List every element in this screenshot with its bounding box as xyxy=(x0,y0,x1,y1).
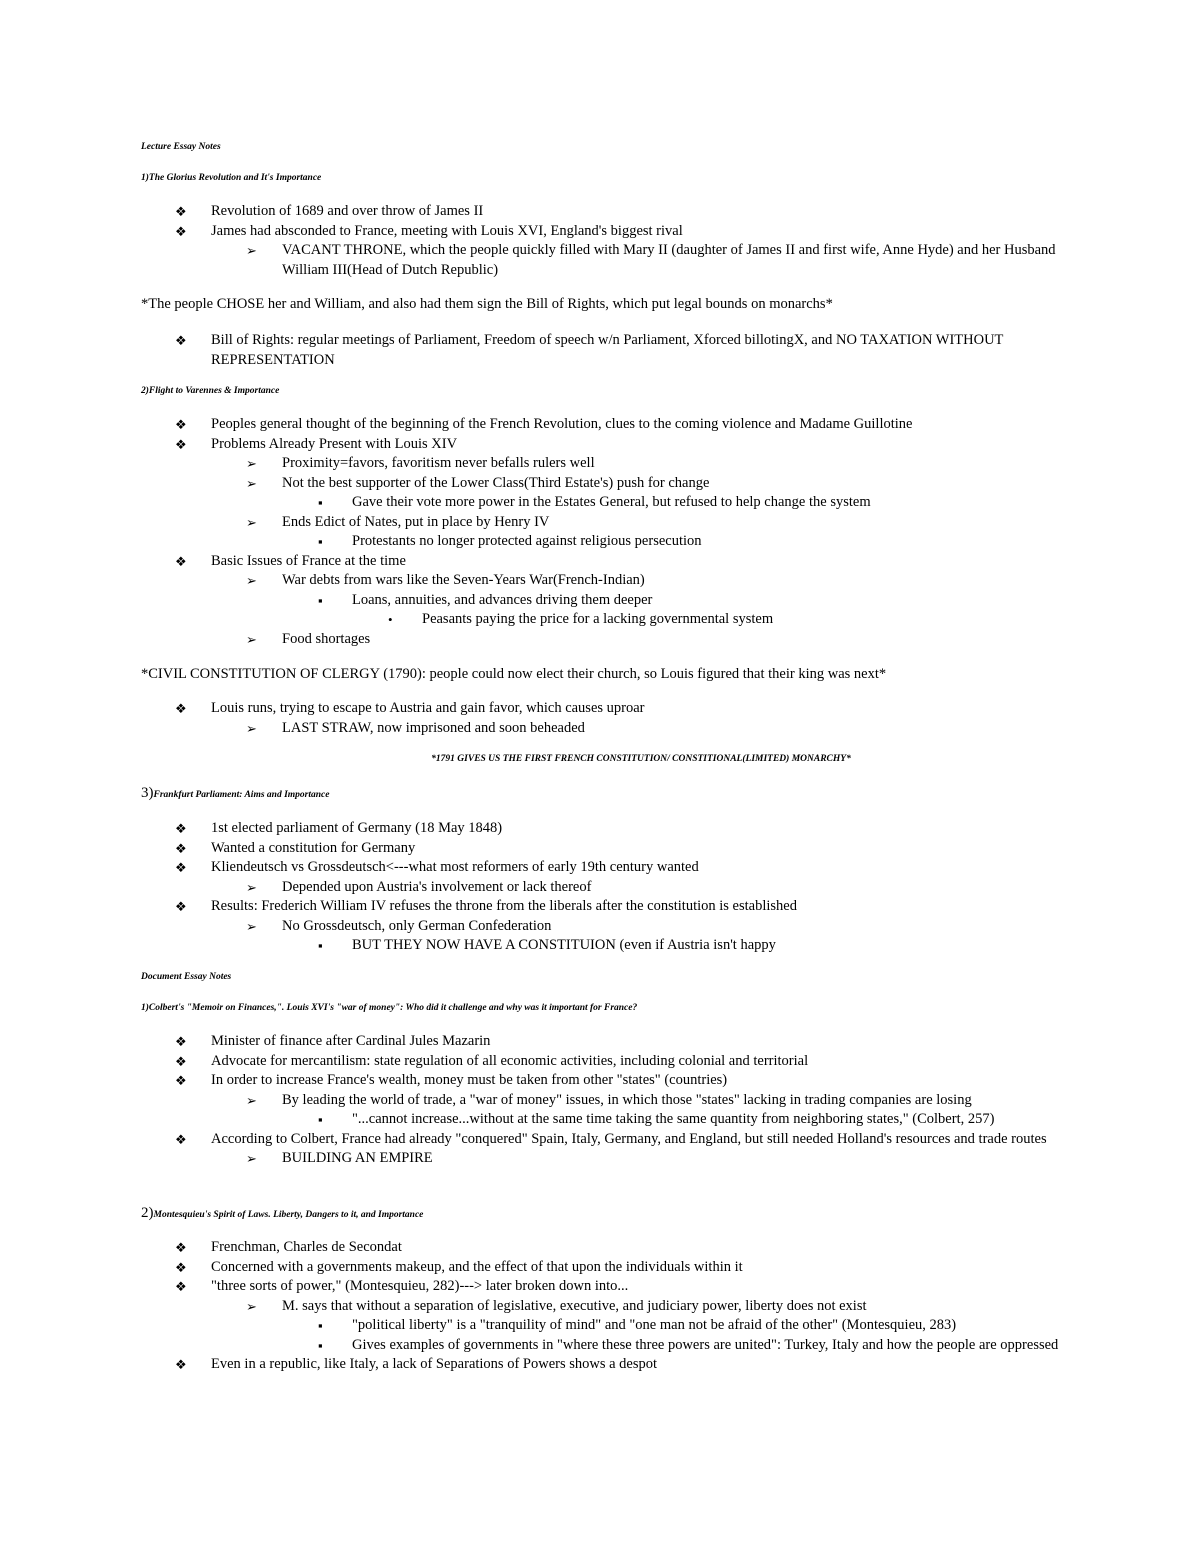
list-item: ▪ Gives examples of governments in "where these three powers are united": Turkey, Italy and how the people are oppressed xyxy=(0,1336,1065,1356)
section-1-heading: 1)The Glorius Revolution and It's Importance xyxy=(141,173,322,183)
list-item: ▪ Protestants no longer protected against religious persecution xyxy=(0,532,1065,552)
diamond-bullet-icon: ❖ xyxy=(175,204,187,219)
list-item: ❖ 1st elected parliament of Germany (18 May 1848) xyxy=(0,819,1065,839)
list-item: ❖ Frenchman, Charles de Secondat xyxy=(0,1238,1065,1258)
diamond-bullet-icon: ❖ xyxy=(175,1357,187,1372)
diamond-bullet-icon: ❖ xyxy=(175,1053,187,1069)
section-1-note: *The people CHOSE her and William, and also had them sign the Bill of Rights, which put legal bounds on monarchs* xyxy=(141,296,833,312)
list-item: ➢ Ends Edict of Nates, put in place by Henry IV xyxy=(0,513,1065,533)
arrow-bullet-icon: ➢ xyxy=(246,1151,257,1166)
list-item: ❖ Results: Frederich William IV refuses the throne from the liberals after the constitution is established xyxy=(0,897,1065,917)
diamond-bullet-icon: ❖ xyxy=(175,1240,187,1255)
diamond-bullet-icon: ❖ xyxy=(175,1131,187,1147)
diamond-bullet-icon: ❖ xyxy=(175,1279,187,1294)
section-3-list xyxy=(0,819,1065,956)
diamond-bullet-icon: ❖ xyxy=(175,333,187,348)
list-item: ➢ Proximity=favors, favoritism never befalls rulers well xyxy=(0,454,1065,474)
square-bullet-icon: ▪ xyxy=(318,1318,323,1333)
diamond-bullet-icon: ❖ xyxy=(175,223,187,239)
list-item: ▪ "...cannot increase...without at the same time taking the same quantity from neighboring states," (Colbert, 257) xyxy=(0,1110,1065,1130)
arrow-bullet-icon: ➢ xyxy=(246,1298,257,1314)
diamond-bullet-icon: ❖ xyxy=(175,1073,187,1088)
section-2-center-note: *1791 GIVES US THE FIRST FRENCH CONSTITUTION/ CONSTITIONAL(LIMITED) MONARCHY* xyxy=(431,754,851,764)
doc-section-2-heading: 2)Montesquieu's Spirit of Laws. Liberty, Dangers to it, and Importance xyxy=(141,1205,424,1221)
square-bullet-icon: ▪ xyxy=(318,592,323,608)
list-item: ❖ Even in a republic, like Italy, a lack of Separations of Powers shows a despot xyxy=(0,1355,1065,1375)
list-item: ▪ Gave their vote more power in the Estates General, but refused to help change the system xyxy=(0,493,1065,513)
list-item: ➢ War debts from wars like the Seven-Years War(French-Indian) xyxy=(0,571,1065,591)
document-title: Document Essay Notes xyxy=(141,972,232,982)
list-item: ❖ James had absconded to France, meeting with Louis XVI, England's biggest rival xyxy=(0,222,1065,242)
doc-section-2-list xyxy=(0,1238,1065,1375)
list-item: ➢ LAST STRAW, now imprisoned and soon beheaded xyxy=(0,719,1065,739)
list-item: ❖ According to Colbert, France had already "conquered" Spain, Italy, Germany, and England, but still needed Holland's resources and trade routes xyxy=(0,1130,1065,1150)
diamond-bullet-icon: ❖ xyxy=(175,417,187,432)
square-bullet-icon: ▪ xyxy=(318,534,323,549)
diamond-bullet-icon: ❖ xyxy=(175,436,187,452)
dot-bullet-icon: • xyxy=(388,612,393,627)
list-item: ➢ Not the best supporter of the Lower Class(Third Estate's) push for change xyxy=(0,474,1065,494)
list-item: ❖ Peoples general thought of the beginning of the French Revolution, clues to the coming violence and Madame Guillotine xyxy=(0,415,1065,435)
doc-section-1-list xyxy=(0,1032,1065,1169)
lecture-title: Lecture Essay Notes xyxy=(141,142,221,152)
diamond-bullet-icon: ❖ xyxy=(175,840,187,856)
list-item: ➢ By leading the world of trade, a "war of money" issues, in which those "states" lacking in trading companies are losing xyxy=(0,1091,1065,1111)
list-item: • Peasants paying the price for a lacking governmental system xyxy=(0,610,1065,630)
section-1-list-2 xyxy=(0,331,1065,370)
list-item: ❖ Bill of Rights: regular meetings of Parliament, Freedom of speech w/n Parliament, Xforced billotingX, and NO TAXATION WITHOUT REPRESENTATION xyxy=(175,332,1004,368)
arrow-bullet-icon: ➢ xyxy=(246,243,257,258)
list-item: ❖ "three sorts of power," (Montesquieu, 282)---> later broken down into... xyxy=(0,1277,1065,1297)
list-item: ➢ M. says that without a separation of legislative, executive, and judiciary power, liberty does not exist xyxy=(0,1297,1065,1317)
arrow-bullet-icon: ➢ xyxy=(246,879,257,895)
list-item: ➢ VACANT THRONE, which the people quickly filled with Mary II (daughter of James II and first wife, Anne Hyde) and her Husband William III(Head of Dutch Republic) xyxy=(246,242,1056,278)
diamond-bullet-icon: ❖ xyxy=(175,821,187,836)
section-3-heading: 3)Frankfurt Parliament: Aims and Importance xyxy=(141,785,330,801)
list-item: ➢ No Grossdeutsch, only German Confederation xyxy=(0,917,1065,937)
list-item: ❖ Kliendeutsch vs Grossdeutsch<---what most reformers of early 19th century wanted xyxy=(0,858,1065,878)
diamond-bullet-icon: ❖ xyxy=(175,553,187,569)
doc-section-1-heading: 1)Colbert's "Memoir on Finances,". Louis XVI's "war of money": Who did it challenge and why was it important for France? xyxy=(141,1003,638,1013)
diamond-bullet-icon: ❖ xyxy=(175,701,187,716)
arrow-bullet-icon: ➢ xyxy=(246,918,257,934)
list-item: ▪ BUT THEY NOW HAVE A CONSTITUION (even if Austria isn't happy xyxy=(0,936,1065,956)
section-2-note: *CIVIL CONSTITUTION OF CLERGY (1790): people could now elect their church, so Louis figured that their king was next* xyxy=(141,666,887,682)
diamond-bullet-icon: ❖ xyxy=(175,1034,187,1049)
section-1-list xyxy=(0,202,1065,280)
square-bullet-icon: ▪ xyxy=(318,495,323,510)
diamond-bullet-icon: ❖ xyxy=(175,899,187,914)
section-2-heading: 2)Flight to Varennes & Importance xyxy=(141,386,280,396)
section-2-list-2 xyxy=(0,699,1065,738)
list-item: ▪ "political liberty" is a "tranquility of mind" and "one man not be afraid of the other" (Montesquieu, 283) xyxy=(0,1316,1065,1336)
list-item: ▪ Loans, annuities, and advances driving them deeper xyxy=(0,591,1065,611)
list-item: ❖ Concerned with a governments makeup, and the effect of that upon the individuals within it xyxy=(0,1258,1065,1278)
list-item: ➢ BUILDING AN EMPIRE xyxy=(0,1149,1065,1169)
list-item: ❖ Advocate for mercantilism: state regulation of all economic activities, including colonial and territorial xyxy=(0,1052,1065,1072)
arrow-bullet-icon: ➢ xyxy=(246,573,257,588)
list-item: ❖ Louis runs, trying to escape to Austria and gain favor, which causes uproar xyxy=(0,699,1065,719)
list-item: ➢ Food shortages xyxy=(0,630,1065,650)
list-item: ❖ Revolution of 1689 and over throw of James II xyxy=(0,202,1065,222)
arrow-bullet-icon: ➢ xyxy=(246,631,257,647)
list-item: ❖ Problems Already Present with Louis XIV xyxy=(0,435,1065,455)
arrow-bullet-icon: ➢ xyxy=(246,720,257,736)
arrow-bullet-icon: ➢ xyxy=(246,1092,257,1108)
square-bullet-icon: ▪ xyxy=(318,1337,323,1353)
list-item: ❖ Basic Issues of France at the time xyxy=(0,552,1065,572)
diamond-bullet-icon: ❖ xyxy=(175,1259,187,1275)
arrow-bullet-icon: ➢ xyxy=(246,514,257,530)
square-bullet-icon: ▪ xyxy=(318,1112,323,1127)
list-item: ❖ Minister of finance after Cardinal Jules Mazarin xyxy=(0,1032,1065,1052)
list-item: ➢ Depended upon Austria's involvement or lack thereof xyxy=(0,878,1065,898)
diamond-bullet-icon: ❖ xyxy=(175,860,187,875)
list-item: ❖ In order to increase France's wealth, money must be taken from other "states" (countries) xyxy=(0,1071,1065,1091)
square-bullet-icon: ▪ xyxy=(318,938,323,953)
list-item: ❖ Wanted a constitution for Germany xyxy=(0,839,1065,859)
arrow-bullet-icon: ➢ xyxy=(246,475,257,491)
arrow-bullet-icon: ➢ xyxy=(246,456,257,471)
section-2-list xyxy=(0,415,1065,649)
